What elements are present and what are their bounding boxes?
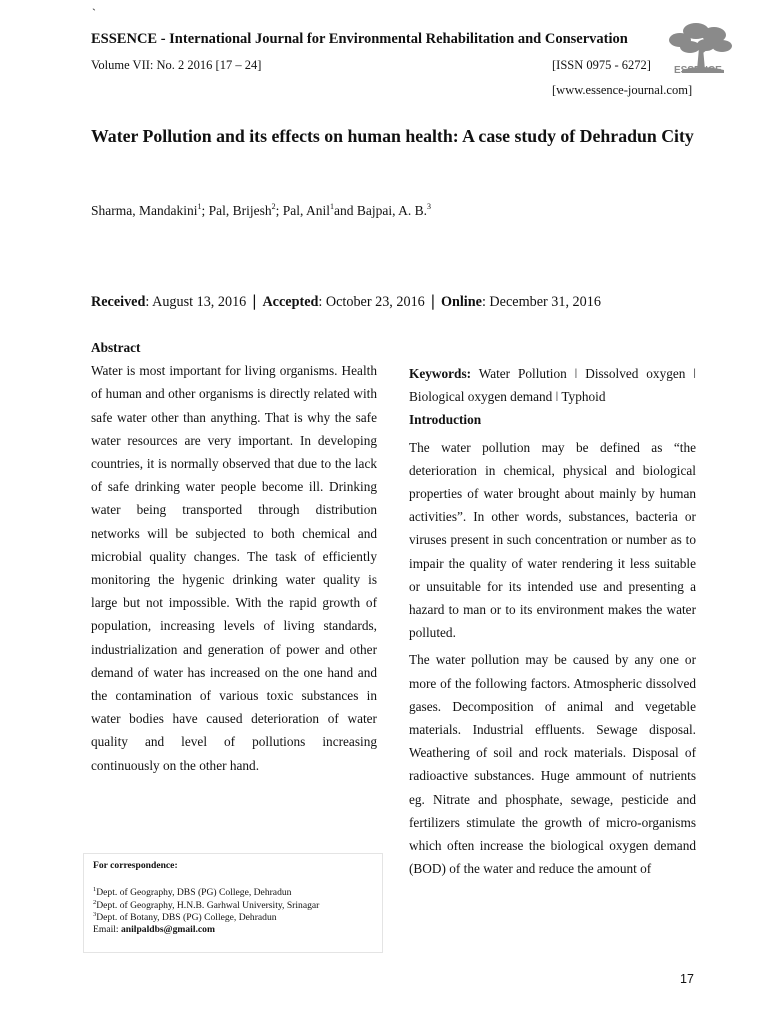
email-line bbox=[93, 924, 373, 936]
author-affiliation-sup: 1 bbox=[330, 202, 335, 211]
introduction-paragraph: The water pollution may be caused by any one or more of the following factors. Atmospheric dissolved gases. Decomposition of animal and vegetable materials. Industrial effluents. Sewage disposal. Weathering of soil and rock materials. Disposal of radioactive substances. Huge ammount of nutrients eg. Nitrate and phosphate, sewage, pesticide and fertilizers stimulate the growth of micro-organisms which often increase the biological oxygen demand (BOD) of the water and reduce the amount of bbox=[409, 652, 696, 877]
affiliation-sup: 3 bbox=[93, 910, 97, 918]
author-list bbox=[91, 203, 431, 219]
abstract-section bbox=[91, 336, 377, 777]
author-separator: ; bbox=[201, 203, 209, 218]
affiliation-line bbox=[93, 887, 373, 899]
introduction-heading: Introduction bbox=[409, 412, 482, 428]
abstract-heading: Abstract bbox=[91, 340, 141, 355]
author-name: Bajpai, A. B. bbox=[356, 203, 428, 218]
affiliation-text: Dept. of Geography, DBS (PG) College, Dehradun bbox=[96, 887, 292, 899]
received-label: Received bbox=[91, 294, 146, 310]
date-separator: | bbox=[251, 292, 257, 310]
online-date: : December 31, 2016 bbox=[481, 294, 601, 310]
accepted-date: : October 23, 2016 bbox=[318, 294, 429, 310]
author-name: Sharma, Mandakini bbox=[91, 203, 198, 218]
received-date: : August 13, 2016 bbox=[145, 294, 250, 310]
correspondence-title: For correspondence: bbox=[93, 860, 178, 871]
logo-text: ESSENCE bbox=[674, 65, 722, 76]
email-address[interactable]: anilpaldbs@gmail.com bbox=[120, 924, 215, 936]
volume-info: Volume VII: No. 2 2016 [17 – 24] bbox=[91, 58, 262, 72]
author-separator: ; bbox=[275, 203, 283, 218]
affiliation-text: Dept. of Geography, H.N.B. Garhwal University, Srinagar bbox=[96, 899, 320, 911]
keywords-text: Water Pollution ǀ Dissolved oxygen ǀ Biological oxygen demand ǀ Typhoid bbox=[409, 366, 696, 405]
article-title: Water Pollution and its effects on human health: A case study of Dehradun City bbox=[91, 126, 694, 146]
keywords-label: Keywords: bbox=[409, 366, 472, 381]
affiliation-sup: 1 bbox=[93, 886, 97, 894]
publication-dates bbox=[91, 292, 601, 311]
page-number: 17 bbox=[680, 972, 694, 986]
journal-website: [www.essence-journal.com] bbox=[552, 83, 693, 97]
affiliation-text: Dept. of Botany, DBS (PG) College, Dehradun bbox=[96, 911, 277, 923]
journal-title: ESSENCE - International Journal for Environmental Rehabilitation and Conservation bbox=[91, 31, 628, 47]
keywords bbox=[409, 362, 696, 408]
date-separator: | bbox=[430, 292, 436, 310]
correspondence-box bbox=[83, 853, 383, 953]
essence-logo bbox=[662, 18, 738, 78]
tree-logo-icon bbox=[662, 18, 738, 78]
author-separator: and bbox=[334, 203, 357, 218]
author-affiliation-sup: 1 bbox=[197, 202, 202, 211]
author-name: Pal, Brijesh bbox=[208, 203, 272, 218]
author-affiliation-sup: 2 bbox=[271, 202, 276, 211]
online-label: Online bbox=[440, 294, 482, 310]
affiliation-line bbox=[93, 900, 373, 912]
accepted-label: Accepted bbox=[262, 294, 319, 310]
abstract-text: Water is most important for living organisms. Health of human and other organisms is directly related with safe water other than anything. That is why the safe water resources are very important. In developing countries, it is normally observed that due to the lack of safe drinking water people become ill. Drinking water being transported through distribution networks will be subjected to both chemical and microbial quality changes. The task of efficiently monitoring the hygenic drinking water quality is large but not impossible. With the rapid growth of population, increasing levels of living standards, industrialization and generation of power and other demand of water has increased on the one hand and the contamination of various toxic substances in water bodies have caused deterioration of water quality and level of pollutions increasing continuously on the other hand. bbox=[91, 363, 377, 773]
email-label: Email: bbox=[93, 924, 121, 936]
affiliation-sup: 2 bbox=[93, 898, 97, 906]
header-mark: ` bbox=[92, 6, 96, 20]
introduction-paragraph: The water pollution may be defined as “the deterioration in chemical, physical and biological properties of water brought about mainly by human activities”. In other words, substances, bacteria or viruses present in such concentration or number as to impair the quality of water rendering it less suitable or unsuitable for its intended use and presenting a hazard to man or to its environment makes the water polluted. bbox=[409, 439, 696, 641]
author-name: Pal, Anil bbox=[282, 203, 331, 218]
right-column bbox=[409, 362, 696, 880]
affiliation-line bbox=[93, 912, 373, 924]
issn: [ISSN 0975 - 6272] bbox=[552, 58, 651, 72]
author-affiliation-sup: 3 bbox=[427, 202, 432, 211]
